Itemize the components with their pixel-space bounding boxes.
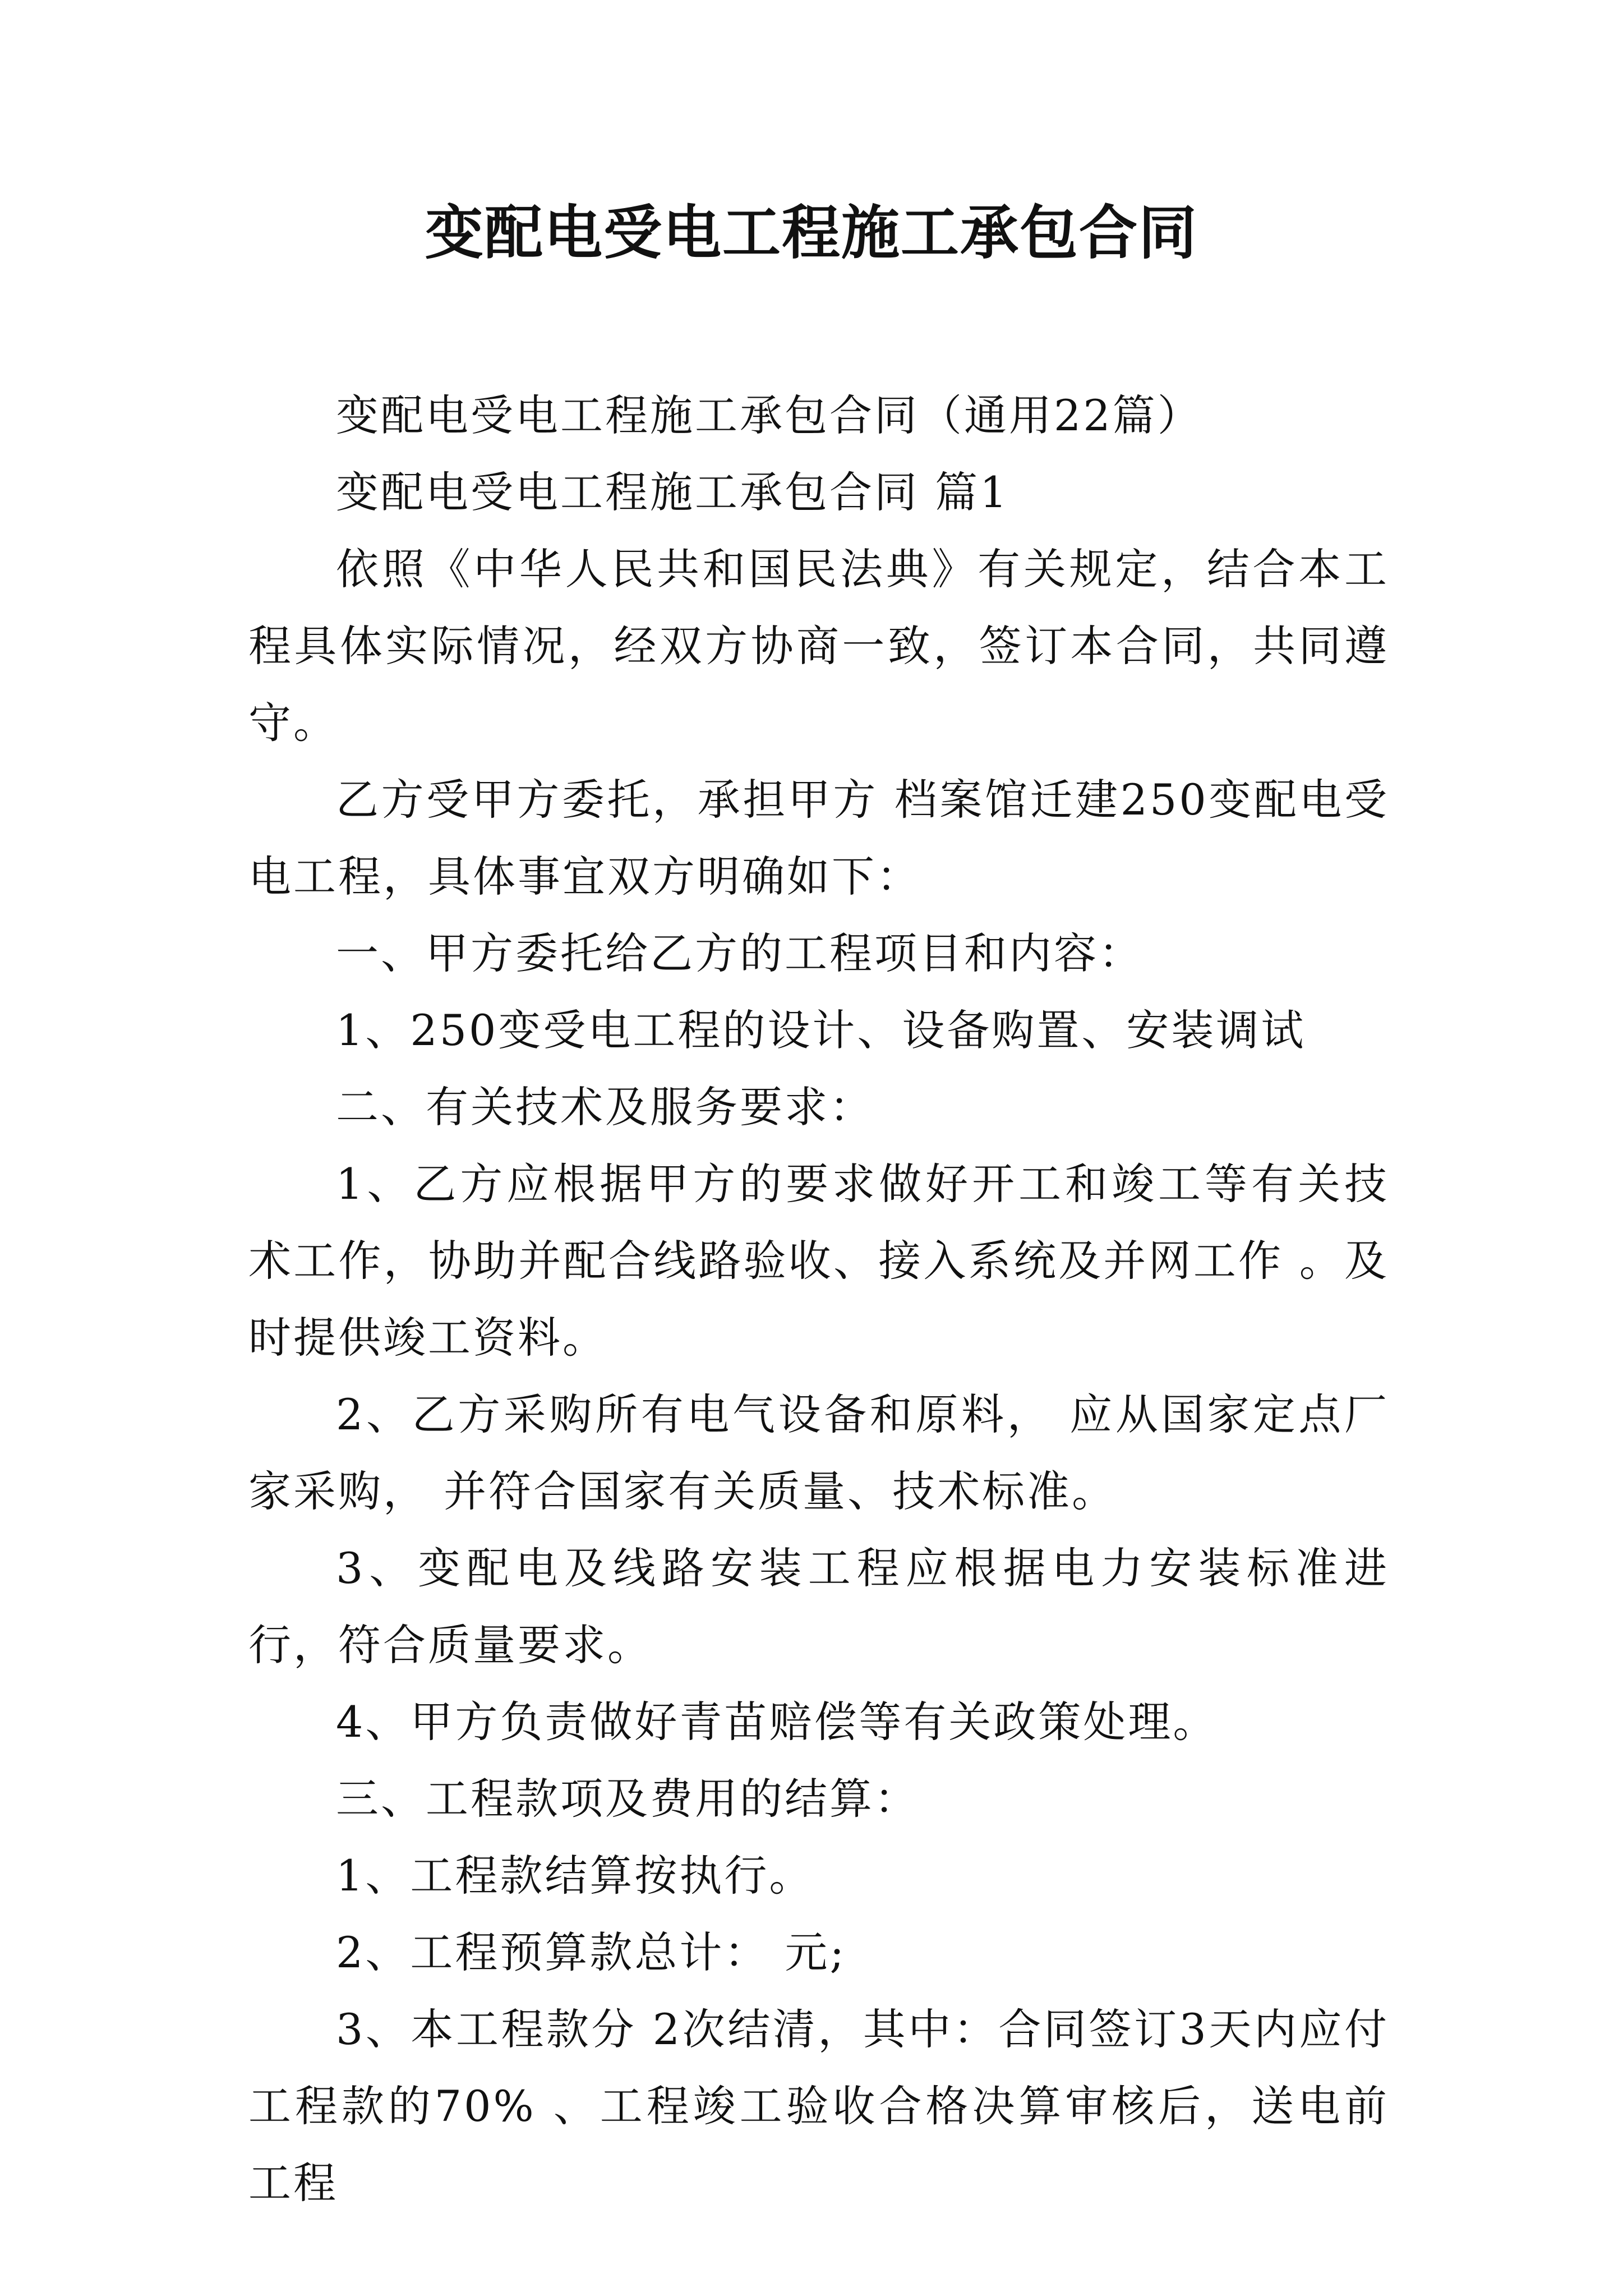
paragraph-clause-2-heading: 二、有关技术及服务要求： (336, 1082, 874, 1132)
paragraph-clause-2-item-4: 4、甲方负责做好青苗赔偿等有关政策处理。 (336, 1697, 1218, 1747)
paragraph-clause-1-item-1: 1、250变受电工程的设计、设备购置、安装调试 (336, 1005, 1306, 1055)
document-title: 变配电受电工程施工承包合同 (425, 198, 1198, 267)
paragraph-clause-2-item-2: 2、乙方采购所有电气设备和原料， 应从国家定点厂家采购， 并符合国家有关质量、技术标准。 (248, 1389, 1389, 1516)
paragraph-clause-1-heading: 一、甲方委托给乙方的工程项目和内容： (336, 928, 1144, 978)
paragraph-clause-3-item-3: 3、本工程款分 2次结清，其中：合同签订3天内应付工程款的70% 、工程竣工验收合格决算审核后，送电前工程 (248, 2004, 1389, 2208)
paragraph-subtitle: 变配电受电工程施工承包合同（通用22篇） (336, 390, 1202, 440)
paragraph-clause-3-item-2: 2、工程预算款总计： 元; (336, 1927, 847, 1977)
document-body (248, 377, 1389, 2221)
paragraph-clause-2-item-1: 1、乙方应根据甲方的要求做好开工和竣工等有关技术工作，协助并配合线路验收、接入系统及并网工作 。及时提供竣工资料。 (248, 1159, 1389, 1363)
paragraph-clause-3-item-1: 1、工程款结算按执行。 (336, 1851, 814, 1901)
paragraph-clause-3-heading: 三、工程款项及费用的结算： (336, 1774, 919, 1824)
paragraph-section-heading: 变配电受电工程施工承包合同 篇1 (336, 467, 1009, 517)
paragraph-clause-2-item-3: 3、变配电及线路安装工程应根据电力安装标准进行，符合质量要求。 (248, 1543, 1389, 1670)
paragraph-commission: 乙方受甲方委托，承担甲方 档案馆迁建250变配电受电工程，具体事宜双方明确如下： (248, 775, 1389, 901)
paragraph-legal-basis: 依照《中华人民共和国民法典》有关规定，结合本工程具体实际情况，经双方协商一致，签订本合同，共同遵守。 (248, 544, 1389, 748)
